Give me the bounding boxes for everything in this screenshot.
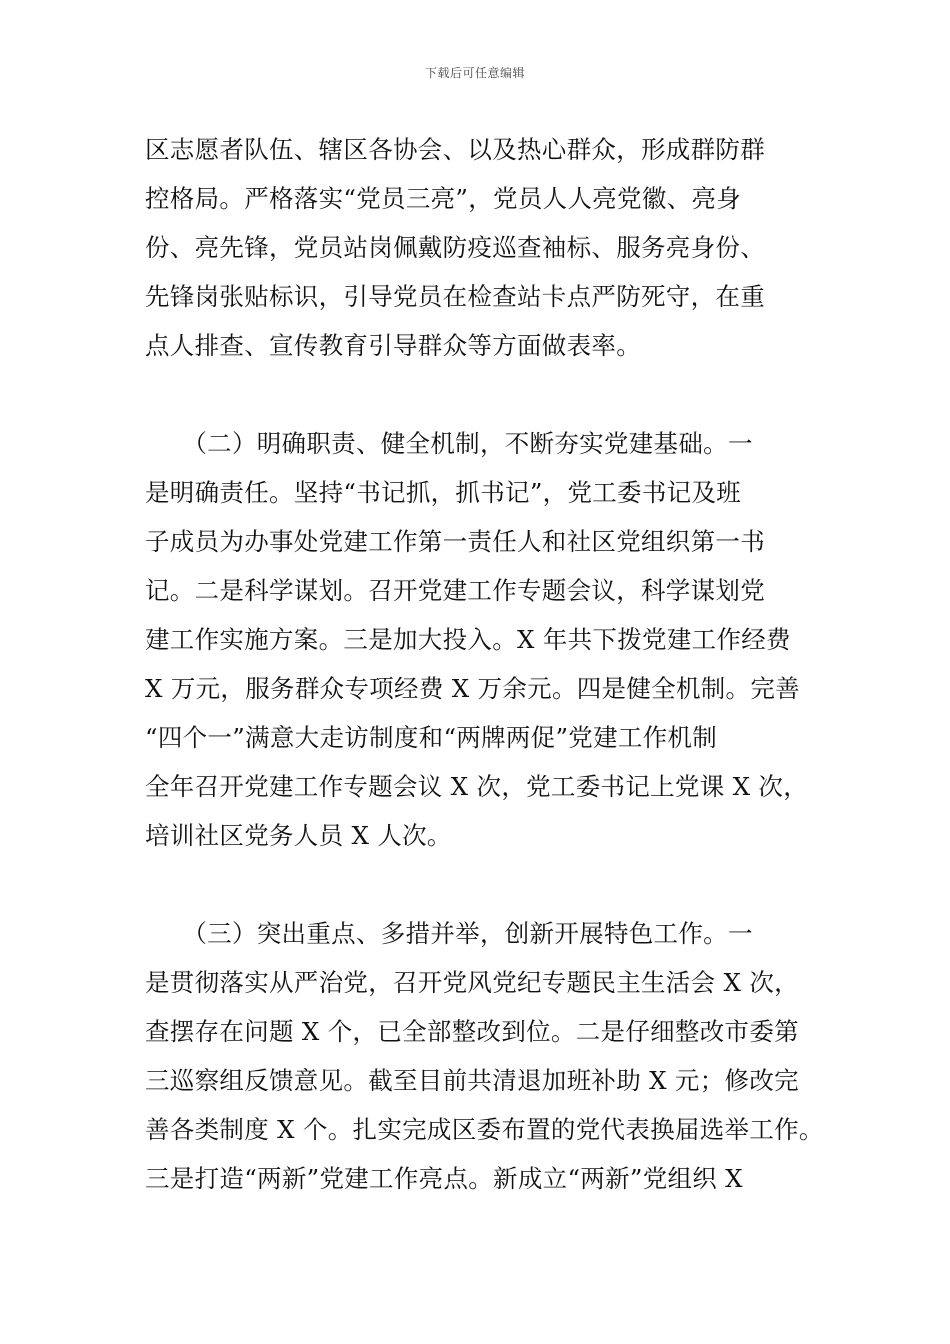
paragraph: [145, 125, 825, 370]
text-line: 建工作实施方案。三是加大投入。X 年共下拨党建工作经费: [145, 625, 791, 654]
text-line: 子成员为办事处党建工作第一责任人和社区党组织第一书: [145, 527, 765, 556]
text-line: 点人排查、宣传教育引导群众等方面做表率。: [145, 331, 641, 360]
text-line: 全年召开党建工作专题会议 X 次，党工委书记上党课 X 次，: [145, 772, 809, 801]
document-body: [145, 125, 825, 1203]
text-line: 三巡察组反馈意见。截至目前共清退加班补助 X 元；修改完: [145, 1066, 799, 1095]
paragraph: [145, 909, 825, 1203]
paragraph-spacer: [145, 860, 825, 909]
text-line: 记。二是科学谋划。召开党建工作专题会议，科学谋划党: [145, 576, 765, 605]
text-line: 善各类制度 X 个。扎实完成区委布置的党代表换届选举工作。: [145, 1115, 824, 1144]
text-line: （二）明确职责、健全机制，不断夯实党建基础。一: [145, 429, 753, 458]
text-line: 控格局。严格落实“党员三亮”，党员人人亮党徽、亮身: [145, 184, 742, 213]
text-line: X 万元，服务群众专项经费 X 万余元。四是健全机制。完善: [145, 674, 800, 703]
text-line: 先锋岗张贴标识，引导党员在检查站卡点严防死守，在重: [145, 282, 765, 311]
text-line: 查摆存在问题 X 个，已全部整改到位。二是仔细整改市委第: [145, 1017, 799, 1046]
paragraph: [145, 419, 825, 860]
page-header-note: 下载后可任意编辑: [424, 66, 525, 80]
text-line: 区志愿者队伍、辖区各协会、以及热心群众，形成群防群: [145, 135, 765, 164]
text-line: 是明确责任。坚持“书记抓，抓书记”，党工委书记及班: [145, 478, 742, 507]
text-line: 三是打造“两新”党建工作亮点。新成立“两新”党组织 X: [145, 1164, 743, 1193]
text-line: 培训社区党务人员 X 人次。: [145, 821, 452, 850]
paragraph-spacer: [145, 370, 825, 419]
text-line: 份、亮先锋，党员站岗佩戴防疫巡查袖标、服务亮身份、: [145, 233, 765, 262]
text-line: 是贯彻落实从严治党，召开党风党纪专题民主生活会 X 次，: [145, 968, 799, 997]
text-line: “四个一”满意大走访制度和“两牌两促”党建工作机制: [145, 723, 718, 752]
text-line: （三）突出重点、多措并举，创新开展特色工作。一: [145, 919, 753, 948]
